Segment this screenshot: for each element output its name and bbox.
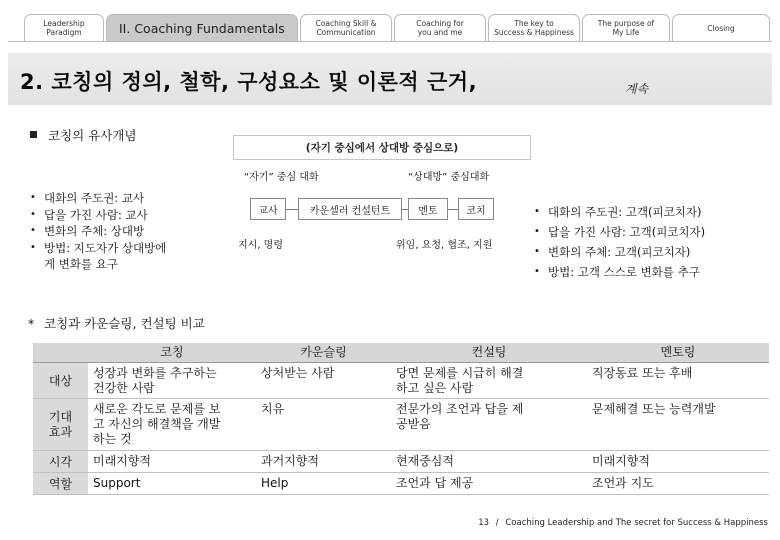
list-item: • 대화의 주도권: 교사: [30, 190, 220, 207]
right-bullet-list: [534, 202, 774, 282]
left-focus-label: “자기” 중심 대화: [244, 172, 319, 183]
table-header-cell: 코칭: [88, 343, 256, 363]
table-cell: 새로운 각도로 문제를 보 고 자신의 해결책을 개발 하는 것: [88, 399, 256, 451]
row-header: 대상: [33, 363, 88, 399]
section2-heading: 코칭과 카운슬링, 컨설팅 비교: [44, 316, 205, 331]
table-header-row: [33, 343, 769, 363]
table-cell: 상처받는 사람: [256, 363, 391, 399]
spectrum-item-coach: 코치: [458, 198, 494, 220]
table-header-cell: 카운슬링: [256, 343, 391, 363]
table-cell: 성장과 변화를 추구하는 건강한 사람: [88, 363, 256, 399]
orientation-box: (자기 중심에서 상대방 중심으로): [233, 135, 531, 160]
table-cell: 과거지향적: [256, 451, 391, 473]
spectrum-item-counselor-consultant: 카운셀러 컨설턴트: [298, 198, 402, 220]
spectrum-item-mentor: 멘토: [408, 198, 448, 220]
footer-separator: /: [495, 518, 499, 528]
tab-coaching-skill[interactable]: Coaching Skill & Communication: [300, 14, 392, 42]
table-cell: Help: [256, 473, 391, 495]
tab-leadership-paradigm[interactable]: Leadership Paradigm: [24, 14, 104, 42]
left-bullet-list: [30, 190, 220, 273]
table-cell: 문제해결 또는 능력개발: [587, 399, 769, 451]
table-header-cell: 컨설팅: [391, 343, 587, 363]
table-row: [33, 399, 769, 451]
footer-text: Coaching Leadership and The secret for Success & Happiness: [505, 518, 768, 528]
table-row: [33, 473, 769, 495]
list-item: • 답을 가진 사람: 고객(피코치자): [534, 222, 774, 242]
title-suffix: 계속: [625, 82, 649, 96]
spectrum-item-teacher: 교사: [250, 198, 286, 220]
list-item: • 방법: 고객 스스로 변화를 추구: [534, 262, 774, 282]
table-cell: Support: [88, 473, 256, 495]
table-header-cell: 멘토링: [587, 343, 769, 363]
row-header: 역할: [33, 473, 88, 495]
section2-prefix: *: [28, 316, 35, 331]
comparison-table: [33, 343, 769, 495]
list-item: • 대화의 주도권: 고객(피코치자): [534, 202, 774, 222]
tab-purpose-of-life[interactable]: The purpose of My Life: [582, 14, 670, 42]
tab-key-to-success[interactable]: The key to Success & Happiness: [488, 14, 580, 42]
right-focus-label: “상대방” 중심대화: [408, 172, 490, 183]
table-cell: 미래지향적: [587, 451, 769, 473]
table-row: [33, 363, 769, 399]
table-cell: 당면 문제를 시급히 해결 하고 싶은 사람: [391, 363, 587, 399]
list-item: • 변화의 주체: 상대방: [30, 223, 220, 240]
list-item: • 답을 가진 사람: 교사: [30, 207, 220, 224]
table-cell: 현재중심적: [391, 451, 587, 473]
table-row: [33, 451, 769, 473]
tab-coaching-for-you[interactable]: Coaching for you and me: [394, 14, 486, 42]
table-cell: 미래지향적: [88, 451, 256, 473]
left-axis-label: 지시, 명령: [238, 240, 283, 251]
table-header-cell: [33, 343, 88, 363]
tab-closing[interactable]: Closing: [672, 14, 770, 42]
page-title: 2. 코칭의 정의, 철학, 구성요소 및 이론적 근거,: [20, 70, 478, 94]
table-cell: 전문가의 조언과 답을 제 공받음: [391, 399, 587, 451]
right-axis-label: 위임, 요청, 협조, 지원: [396, 240, 493, 251]
row-header: 기대 효과: [33, 399, 88, 451]
table-cell: 직장동료 또는 후배: [587, 363, 769, 399]
row-header: 시각: [33, 451, 88, 473]
list-item: • 방법: 지도자가 상대방에 게 변화를 요구: [30, 240, 220, 273]
table-cell: 조언과 답 제공: [391, 473, 587, 495]
list-item: • 변화의 주체: 고객(피코치자): [534, 242, 774, 262]
table-cell: 치유: [256, 399, 391, 451]
tab-coaching-fundamentals[interactable]: II. Coaching Fundamentals: [106, 14, 298, 42]
section1-heading: 코칭의 유사개념: [48, 128, 137, 143]
footer: [478, 518, 768, 528]
square-bullet-icon: [30, 131, 37, 138]
page-number: 13: [478, 518, 490, 528]
table-cell: 조언과 지도: [587, 473, 769, 495]
